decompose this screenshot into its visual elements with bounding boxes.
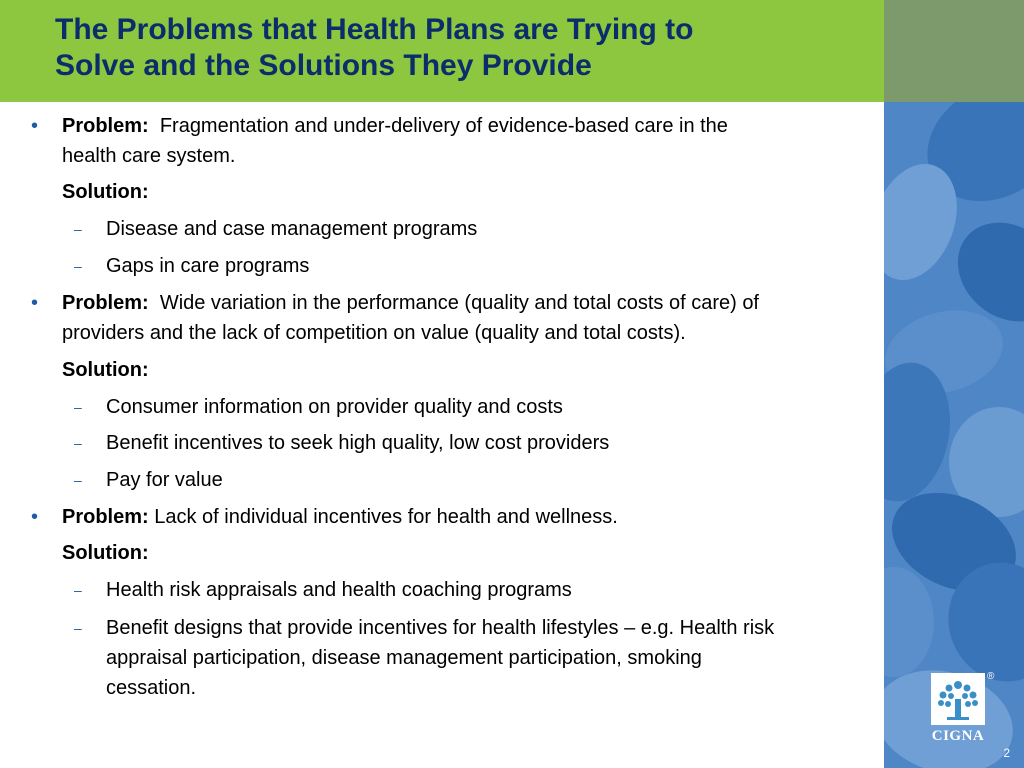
solution-item: Benefit incentives to seek high quality, low cost providers <box>106 432 610 454</box>
sub-bullet-marker: – <box>74 472 82 488</box>
sub-bullet-marker: – <box>74 582 82 598</box>
solution-item: Consumer information on provider quality and costs <box>106 396 563 418</box>
problem-text: Fragmentation and under-delivery of evidence-based care in the <box>159 115 728 137</box>
solution-item: Health risk appraisals and health coaching programs <box>106 579 572 601</box>
sub-bullet-marker: – <box>74 258 82 274</box>
solution-item-line-1: Benefit designs that provide incentives for health lifestyles – e.g. Health risk <box>106 617 775 639</box>
solution-label: Solution: <box>62 359 149 381</box>
registered-mark: ® <box>987 671 995 682</box>
sub-bullet-marker: – <box>74 399 82 415</box>
solution-label: Solution: <box>62 542 149 564</box>
problem-label: Problem: <box>62 292 149 314</box>
leaf-pattern <box>884 102 1024 768</box>
cigna-tree-logo <box>931 673 985 725</box>
logo-wordmark: CIGNA <box>931 728 985 744</box>
problem-1-line-2: health care system. <box>62 145 236 167</box>
solution-item-line-2: appraisal participation, disease management participation, smoking <box>106 647 702 669</box>
problem-text: Wide variation in the performance (quality and total costs of care) of <box>159 292 759 314</box>
solution-item: Gaps in care programs <box>106 255 310 277</box>
bullet-marker: • <box>31 506 39 528</box>
bullet-marker: • <box>31 115 39 137</box>
tree-icon <box>931 673 985 725</box>
page-number: 2 <box>1003 746 1010 760</box>
solution-item: Disease and case management programs <box>106 218 478 240</box>
decorative-side-panel <box>884 0 1024 768</box>
problem-label: Problem: <box>62 506 149 528</box>
problem-2-line-2: providers and the lack of competition on value (quality and total costs). <box>62 322 686 344</box>
problem-2-line-1 <box>62 288 759 318</box>
sub-bullet-marker: – <box>74 435 82 451</box>
problem-text: Lack of individual incentives for health and wellness. <box>154 506 618 528</box>
solution-label: Solution: <box>62 181 149 203</box>
problem-3-line-1 <box>62 502 618 532</box>
side-panel-header-block <box>884 0 1024 102</box>
problem-label: Problem: <box>62 115 149 137</box>
problem-1-line-1 <box>62 111 728 141</box>
solution-item: Pay for value <box>106 469 223 491</box>
sub-bullet-marker: – <box>74 620 82 636</box>
bullet-marker: • <box>31 292 39 314</box>
sub-bullet-marker: – <box>74 221 82 237</box>
solution-item-line-3: cessation. <box>106 677 197 699</box>
slide-title: The Problems that Health Plans are Trying to Solve and the Solutions They Provide <box>55 13 694 82</box>
